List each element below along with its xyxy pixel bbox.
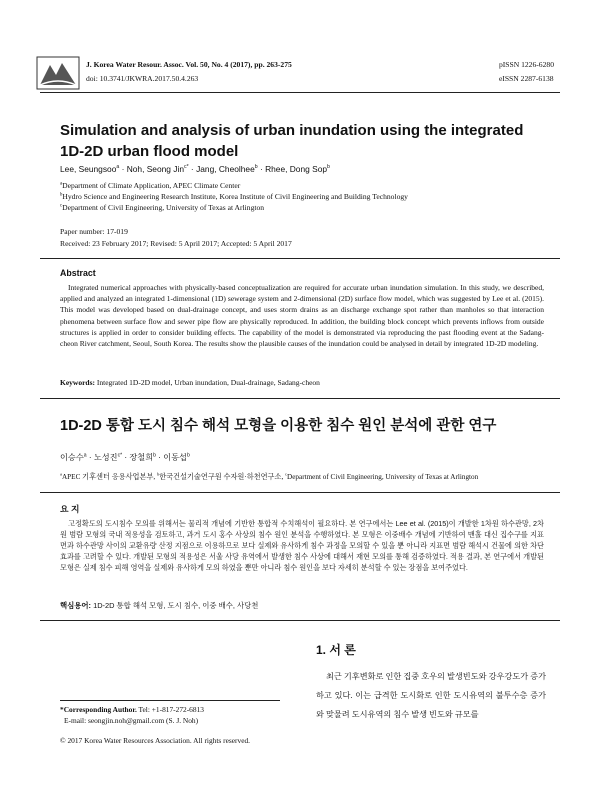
author-name: 노성진: [93, 453, 118, 462]
footnote-divider: [60, 700, 280, 701]
author-list: [60, 164, 330, 174]
author-affil-mark: c*: [117, 452, 123, 459]
author-separator: ·: [122, 453, 130, 462]
affil-text: Hydro Science and Engineering Research Institute, Korea Institute of Civil Engineering and Building Technology: [62, 192, 408, 202]
affil-mark: a: [60, 181, 63, 187]
affil-mark: b: [156, 471, 160, 477]
author-separator: ·: [119, 164, 127, 174]
author-separator: ·: [188, 164, 197, 174]
affil-mark: a: [60, 471, 62, 477]
author-separator: ·: [257, 164, 266, 174]
body-divider: [40, 620, 560, 621]
author-affil-mark: a: [116, 164, 120, 171]
issn-block: [499, 58, 554, 86]
affiliation: [60, 191, 408, 202]
paper-title: Simulation and analysis of urban inundation using the integrated 1D-2D urban flood model: [60, 122, 524, 160]
corresponding-tel: Tel: +1-817-272-6813: [136, 705, 204, 714]
header-divider: [40, 92, 560, 93]
author-name: Noh, Seong Jin: [126, 164, 184, 174]
korean-divider: [40, 398, 560, 399]
author-separator: ·: [155, 453, 164, 462]
author-name: Lee, Seungsoo: [60, 164, 117, 174]
author-affil-mark: b: [153, 452, 156, 459]
summary-divider: [40, 492, 560, 493]
affil-text: 한국건설기술연구원 수자원·하천연구소,: [159, 473, 286, 481]
corresponding-label: *Corresponding Author.: [60, 705, 137, 714]
affil-mark: c: [60, 203, 63, 209]
author-affil-mark: b: [327, 164, 330, 171]
doi[interactable]: doi: 10.3741/JKWRA.2017.50.4.263: [86, 74, 199, 83]
author-affil-mark: b: [186, 452, 190, 459]
affil-mark: b: [60, 192, 63, 198]
affiliation-list: [60, 180, 408, 214]
author-affil-mark: c*: [183, 164, 189, 171]
keywords-label: Keywords:: [60, 378, 95, 387]
journal-info: J. Korea Water Resour. Assoc. Vol. 50, No. 4 (2017), pp. 263-275: [86, 60, 292, 69]
affil-text: Department of Civil Engineering, University of Texas at Arlington: [287, 473, 479, 481]
corresponding-author-footnote: [60, 704, 204, 726]
introduction-body: 최근 기후변화로 인한 집중 호우의 발생빈도와 강우강도가 증가하고 있다. 이는 급격한 도시화로 인한 도시유역의 불투수층 증가와 맞물려 도시유역의 침수 발생 빈도와 규모를: [316, 672, 546, 719]
affil-text: Department of Climate Application, APEC Climate Center: [62, 181, 241, 190]
abstract-body: Integrated numerical approaches with physically-based conceptualization are required for accurate urban inundation simulation. In this study, we described, applied and analyzed an integrated 1-dimensional (1D) sewerage system and 2-dimensional (2D) surface flow model, which was suggested by Lee et al. (2015). This model was developed based on dual-drainage concept, and uses storm drains as an discharge exchange spot rather than manholes so that interaction phenomena between surface flow and sewer pipe flow are physically reproduced. In addition, the building block concept which prevents inflows from outside structures is applied in order to consider building effects. The capability of the model is demonstrated via reproducing the past flooding event at the Sadang-cheon River catchment, Seoul, South Korea. The results show the plausible causes of the inundation could be analysed in detail by integrated 1D-2D modeling.: [60, 283, 544, 349]
affil-text: Department of Civil Engineering, University of Texas at Arlington: [62, 203, 265, 213]
author-name: 이동섭: [163, 453, 187, 462]
keywords: [60, 378, 544, 387]
author-affil-mark: b: [254, 164, 258, 171]
author-name: Rhee, Dong Sop: [265, 164, 328, 174]
keywords-text: Integrated 1D-2D model, Urban inundation, Dual-drainage, Sadang-cheon: [95, 378, 320, 387]
paper-dates: Received: 23 February 2017; Revised: 5 April 2017; Accepted: 5 April 2017: [60, 238, 292, 248]
eissn: eISSN 2287-6138: [498, 74, 554, 83]
korean-author-list: [60, 452, 190, 463]
korean-keywords: [60, 600, 544, 611]
keywords-text: 1D-2D 통합 해석 모형, 도시 침수, 이중 배수, 사당천: [91, 601, 259, 610]
affiliation: [60, 202, 408, 213]
korean-summary-body: 고정확도의 도시침수 모의를 위해서는 물리적 개념에 기반한 통합적 수치해석이 필요하다. 본 연구에서는 Lee et al. (2015)이 개발한 1차원 하수관망, 2차원 범람 모형의 국내 적용성을 검토하고, 과거 도시 홍수 사상의 침수 원인 분석을 수행하였다. 본 모형은 이중배수 개념에 기반하여 맨홀 대신 집수구를 지표면과 하수관망 사이의 교환유량 산정 지점으로 이용하므로 보다 실제와 유사하게 침수 과정을 모의할 수 있을 뿐 아니라 지표면 범람 해석시 건물에 의한 차단 효과를 고려할 수 있다. 개발된 모형의 적용성은 서울 사당 유역에서 발생한 침수 사상에 대해서 재현 모의를 통해 검증하였다. 적용 결과, 본 연구에서 개발된 모형은 실제 침수 피해 영역을 실제와 유사하게 모의 하였을 뿐만 아니라 침수 원인을 보다 자세히 분석할 수 있는 장점을 보여주었다.: [60, 519, 544, 572]
pissn: pISSN 1226-6280: [498, 60, 554, 69]
affil-text: APEC 기후센터 응용사업본부,: [61, 473, 157, 481]
author-separator: ·: [86, 453, 94, 462]
copyright: © 2017 Korea Water Resources Association. All rights reserved.: [60, 736, 251, 745]
keywords-label: 핵심용어:: [60, 601, 92, 610]
author-name: Jang, Cheolhee: [196, 164, 255, 174]
journal-citation: [86, 58, 292, 86]
affil-mark: c: [285, 471, 288, 477]
abstract-divider: [40, 258, 560, 259]
korean-summary-heading: 요 지: [60, 504, 80, 514]
paper-meta: [60, 226, 292, 249]
korean-affiliations: [60, 472, 544, 482]
author-name: 이승수: [60, 453, 84, 462]
corresponding-email[interactable]: E-mail: seongjin.noh@gmail.com (S. J. Noh): [64, 716, 199, 725]
section-heading: 1. 서 론: [316, 643, 356, 657]
author-affil-mark: a: [83, 452, 87, 459]
journal-logo-icon: [36, 55, 80, 91]
abstract-heading: Abstract: [60, 268, 96, 278]
affiliation: [60, 180, 408, 191]
author-name: 장철희: [129, 453, 154, 462]
korean-title: 1D-2D 통합 도시 침수 해석 모형을 이용한 침수 원인 분석에 관한 연구: [60, 418, 497, 434]
paper-number: Paper number: 17-019: [60, 227, 128, 236]
